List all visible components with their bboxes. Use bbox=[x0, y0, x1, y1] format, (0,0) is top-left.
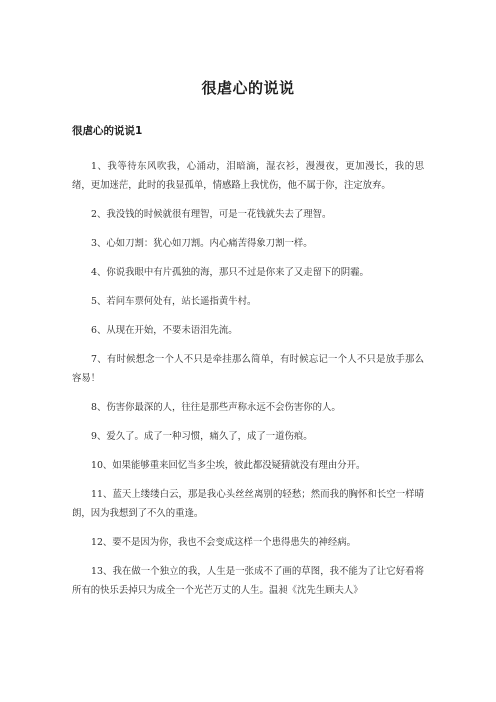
list-item: 1、我等待东风吹我，心涌动，泪暗滴，湿衣衫，漫漫夜，更加漫长，我的思绪，更加迷茫，此时的我显孤单，情感路上我忧伤，他不属于你，注定放弃。 bbox=[72, 161, 424, 191]
quote-list bbox=[72, 157, 424, 610]
document-title: 很虐心的说说 bbox=[201, 79, 295, 97]
list-item: 6、从现在开始，不要未语泪先流。 bbox=[91, 325, 238, 336]
list-item: 7、有时候想念一个人不只是牵挂那么简单，有时候忘记一个人不只是放手那么容易！ bbox=[72, 354, 424, 384]
list-item: 2、我没钱的时候就很有理智，可是一花钱就失去了理智。 bbox=[91, 209, 332, 220]
list-item: 13、我在做一个独立的我，人生是一张成不了画的草图，我不能为了让它好看将所有的快乐丢掉只为成全一个光芒万丈的人生。温昶《沈先生顾夫人》 bbox=[72, 566, 424, 596]
list-item: 11、蓝天上缕缕白云，那是我心头丝丝离别的轻愁；然而我的胸怀和长空一样晴朗，因为我想到了不久的重逢。 bbox=[72, 489, 424, 519]
section-heading: 很虐心的说说1 bbox=[72, 125, 143, 137]
list-item: 5、若问车票何处有，站长遥指黄牛村。 bbox=[91, 296, 257, 307]
list-item: 8、伤害你最深的人，往往是那些声称永远不会伤害你的人。 bbox=[91, 402, 341, 413]
list-item: 9、爱久了。成了一种习惯，痛久了，成了一道伤痕。 bbox=[91, 431, 313, 442]
list-item: 12、要不是因为你，我也不会变成这样一个患得患失的神经病。 bbox=[91, 537, 357, 548]
list-item: 3、心如刀割：犹心如刀割。内心痛苦得象刀割一样。 bbox=[91, 238, 313, 249]
list-item: 4、你说我眼中有片孤独的海，那只不过是你来了又走留下的阴霾。 bbox=[91, 267, 369, 278]
list-item: 10、如果能够重来回忆当多尘埃，彼此都没疑猜就没有理由分开。 bbox=[91, 460, 366, 471]
